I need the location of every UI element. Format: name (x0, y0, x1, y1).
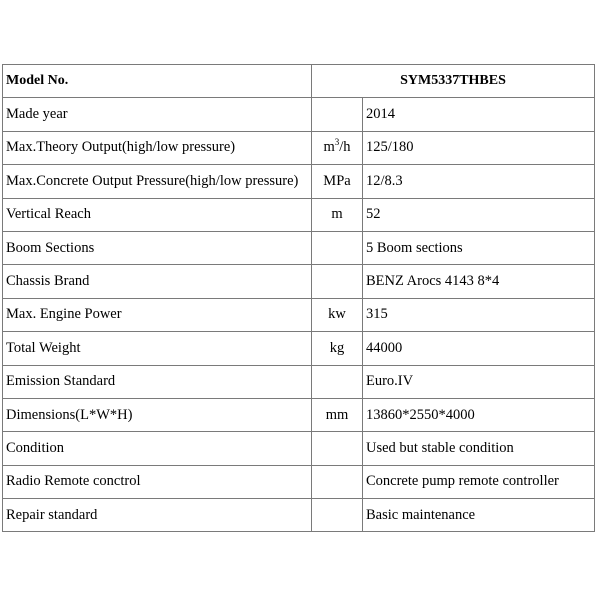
table-row (3, 131, 595, 164)
row-value: Used but stable condition (363, 432, 595, 465)
table-row (3, 98, 595, 131)
row-value: 315 (363, 298, 595, 331)
row-value: Concrete pump remote controller (363, 465, 595, 498)
row-unit (312, 432, 363, 465)
row-label: Boom Sections (3, 231, 312, 264)
row-unit (312, 465, 363, 498)
row-label: Dimensions(L*W*H) (3, 398, 312, 431)
row-unit (312, 265, 363, 298)
row-unit: kw (312, 298, 363, 331)
row-unit (312, 231, 363, 264)
row-label: Max.Theory Output(high/low pressure) (3, 131, 312, 164)
table-row (3, 298, 595, 331)
row-value: Euro.IV (363, 365, 595, 398)
row-value: 125/180 (363, 131, 595, 164)
row-value: 13860*2550*4000 (363, 398, 595, 431)
table-row (3, 432, 595, 465)
row-label: Made year (3, 98, 312, 131)
row-value: 44000 (363, 332, 595, 365)
row-unit (312, 131, 363, 164)
row-label: Max.Concrete Output Pressure(high/low pressure) (3, 165, 312, 198)
spec-table (2, 64, 595, 532)
table-row (3, 198, 595, 231)
header-label: Model No. (3, 65, 312, 98)
row-label: Condition (3, 432, 312, 465)
row-unit: mm (312, 398, 363, 431)
row-unit: m (312, 198, 363, 231)
row-unit (312, 365, 363, 398)
table-row (3, 265, 595, 298)
unit-base: m (323, 139, 335, 156)
table-row (3, 465, 595, 498)
row-unit (312, 499, 363, 532)
table-row (3, 231, 595, 264)
row-value: Basic maintenance (363, 499, 595, 532)
header-model-number: SYM5337THBES (312, 65, 595, 98)
table-header-row (3, 65, 595, 98)
unit-superscript: 3 (334, 137, 340, 148)
row-unit (312, 98, 363, 131)
row-unit: kg (312, 332, 363, 365)
table-row (3, 398, 595, 431)
unit-tail: /h (339, 139, 351, 156)
row-label: Repair standard (3, 499, 312, 532)
row-value: 12/8.3 (363, 165, 595, 198)
table-row (3, 365, 595, 398)
row-label: Radio Remote conctrol (3, 465, 312, 498)
table-row (3, 165, 595, 198)
row-label: Emission Standard (3, 365, 312, 398)
row-label: Chassis Brand (3, 265, 312, 298)
row-label: Max. Engine Power (3, 298, 312, 331)
row-value: 52 (363, 198, 595, 231)
row-value: 5 Boom sections (363, 231, 595, 264)
spec-sheet (2, 64, 594, 532)
row-value: BENZ Arocs 4143 8*4 (363, 265, 595, 298)
row-unit: MPa (312, 165, 363, 198)
row-label: Vertical Reach (3, 198, 312, 231)
row-value: 2014 (363, 98, 595, 131)
table-row (3, 332, 595, 365)
table-row (3, 499, 595, 532)
row-label: Total Weight (3, 332, 312, 365)
